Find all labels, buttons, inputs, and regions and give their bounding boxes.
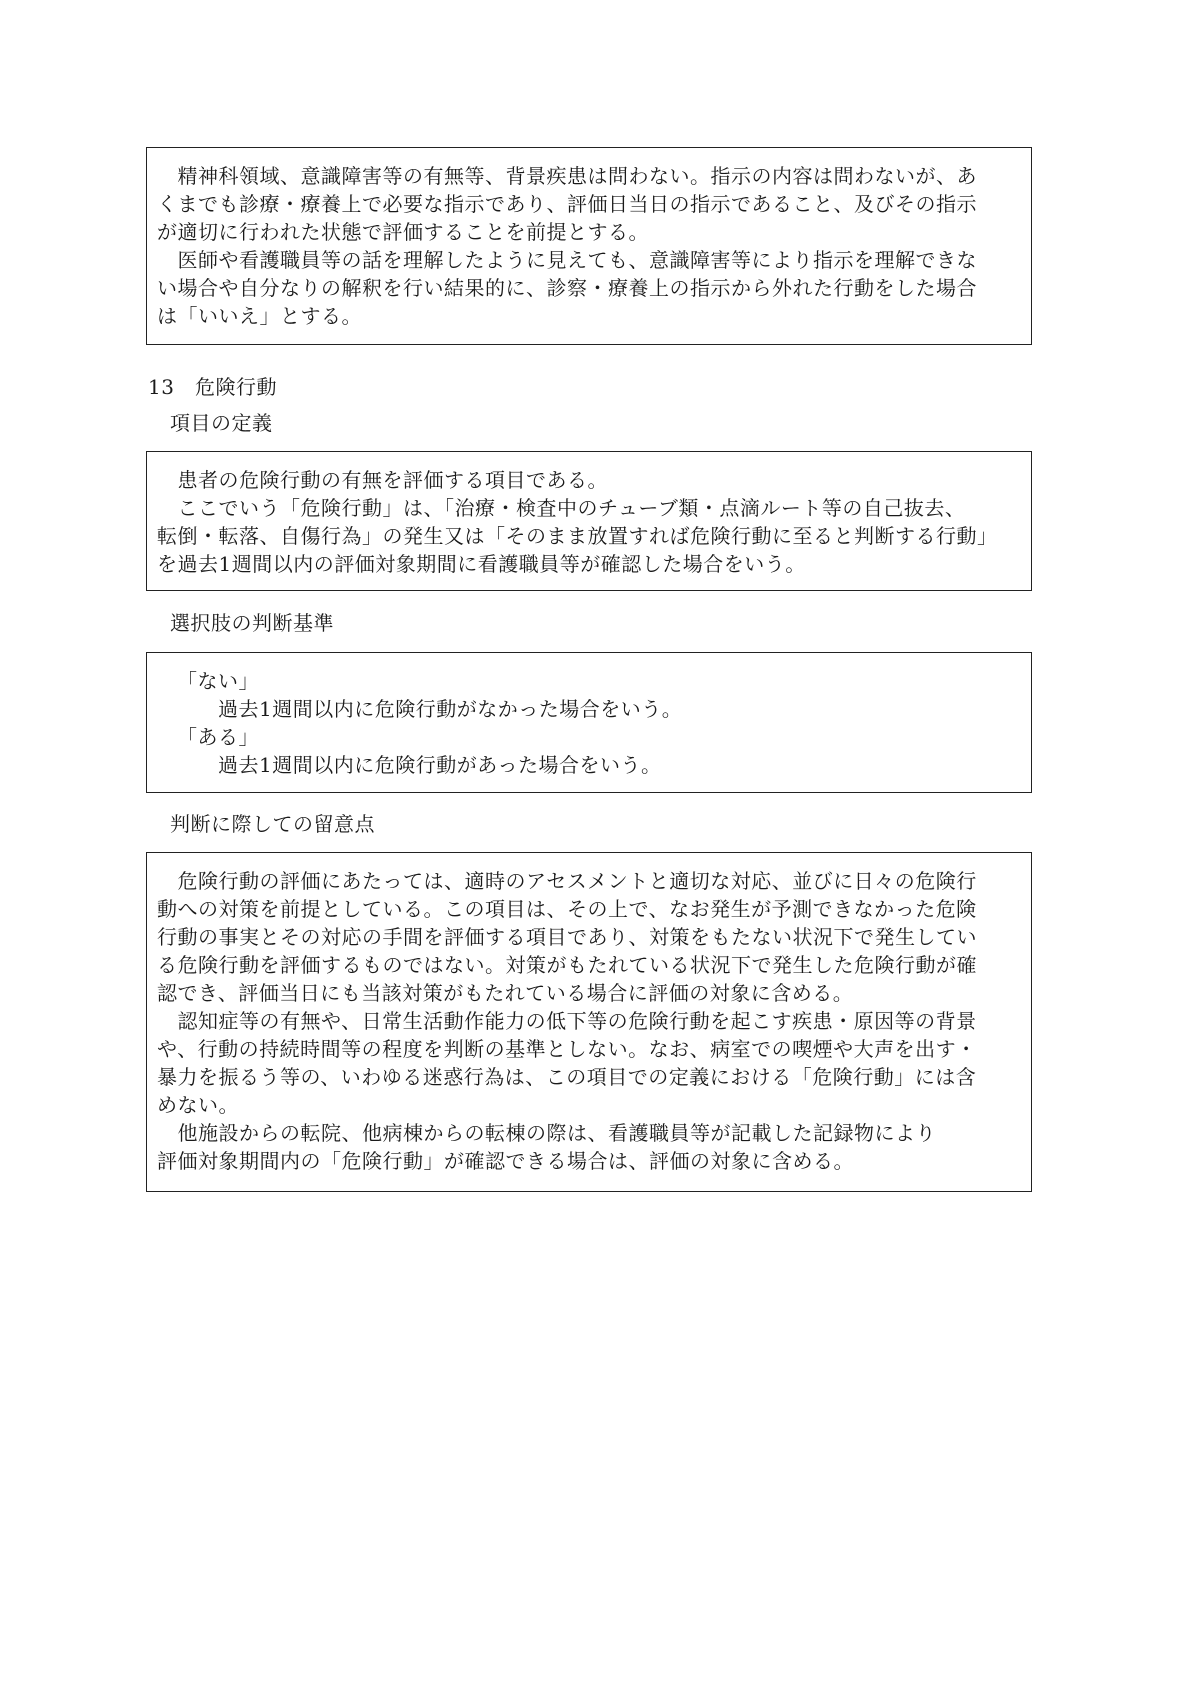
definition-heading: 項目の定義 (170, 411, 273, 435)
box4-line: 動への対策を前提としている。この項目は、その上で、なお発生が予測できなかった危険 (157, 897, 977, 921)
box4-line: る危険行動を評価するものではない。対策がもたれている状況下で発生した危険行動が確 (157, 953, 977, 977)
instruction-note-box (146, 147, 1032, 345)
box3-line: 「ない」 (177, 669, 259, 693)
box3-line: 過去1週間以内に危険行動があった場合をいう。 (177, 753, 662, 777)
notes-heading: 判断に際しての留意点 (170, 812, 375, 836)
box4-line: 評価対象期間内の「危険行動」が確認できる場合は、評価の対象に含める。 (157, 1149, 854, 1173)
box4-line: めない。 (157, 1093, 239, 1117)
box2-line: 転倒・転落、自傷行為」の発生又は「そのまま放置すれば危険行動に至ると判断する行動」 (157, 524, 998, 548)
box4-line: 他施設からの転院、他病棟からの転棟の際は、看護職員等が記載した記録物により (157, 1121, 936, 1145)
criteria-heading: 選択肢の判断基準 (170, 611, 334, 635)
box1-line: い場合や自分なりの解釈を行い結果的に、診察・療養上の指示から外れた行動をした場合 (157, 276, 977, 300)
box2-line: を過去1週間以内の評価対象期間に看護職員等が確認した場合をいう。 (157, 552, 806, 576)
box4-line: 暴力を振るう等の、いわゆる迷惑行為は、この項目での定義における「危険行動」には含 (157, 1065, 977, 1089)
box2-line: 患者の危険行動の有無を評価する項目である。 (157, 468, 608, 492)
box4-line: や、行動の持続時間等の程度を判断の基準としない。なお、病室での喫煙や大声を出す・ (157, 1037, 977, 1061)
criteria-box (146, 652, 1032, 793)
box4-line: 認知症等の有無や、日常生活動作能力の低下等の危険行動を起こす疾患・原因等の背景 (157, 1009, 977, 1033)
box1-line: くまでも診療・療養上で必要な指示であり、評価日当日の指示であること、及びその指示 (157, 192, 977, 216)
box1-line: 医師や看護職員等の話を理解したように見えても、意識障害等により指示を理解できな (157, 248, 977, 272)
box1-line: が適切に行われた状態で評価することを前提とする。 (157, 220, 649, 244)
box3-line: 「ある」 (177, 725, 259, 749)
box3-line: 過去1週間以内に危険行動がなかった場合をいう。 (177, 697, 683, 721)
box1-line: は「いいえ」とする。 (157, 304, 362, 328)
box4-line: 行動の事実とその対応の手間を評価する項目であり、対策をもたない状況下で発生してい (157, 925, 977, 949)
section-title: 13 危険行動 (148, 375, 277, 399)
box1-line: 精神科領域、意識障害等の有無等、背景疾患は問わない。指示の内容は問わないが、あ (157, 164, 977, 188)
box2-line: ここでいう「危険行動」は、「治療・検査中のチューブ類・点滴ルート等の自己抜去、 (157, 496, 966, 520)
box4-line: 認でき、評価当日にも当該対策がもたれている場合に評価の対象に含める。 (157, 981, 854, 1005)
notes-box (146, 852, 1032, 1192)
box4-line: 危険行動の評価にあたっては、適時のアセスメントと適切な対応、並びに日々の危険行 (157, 869, 977, 893)
definition-box (146, 451, 1032, 591)
